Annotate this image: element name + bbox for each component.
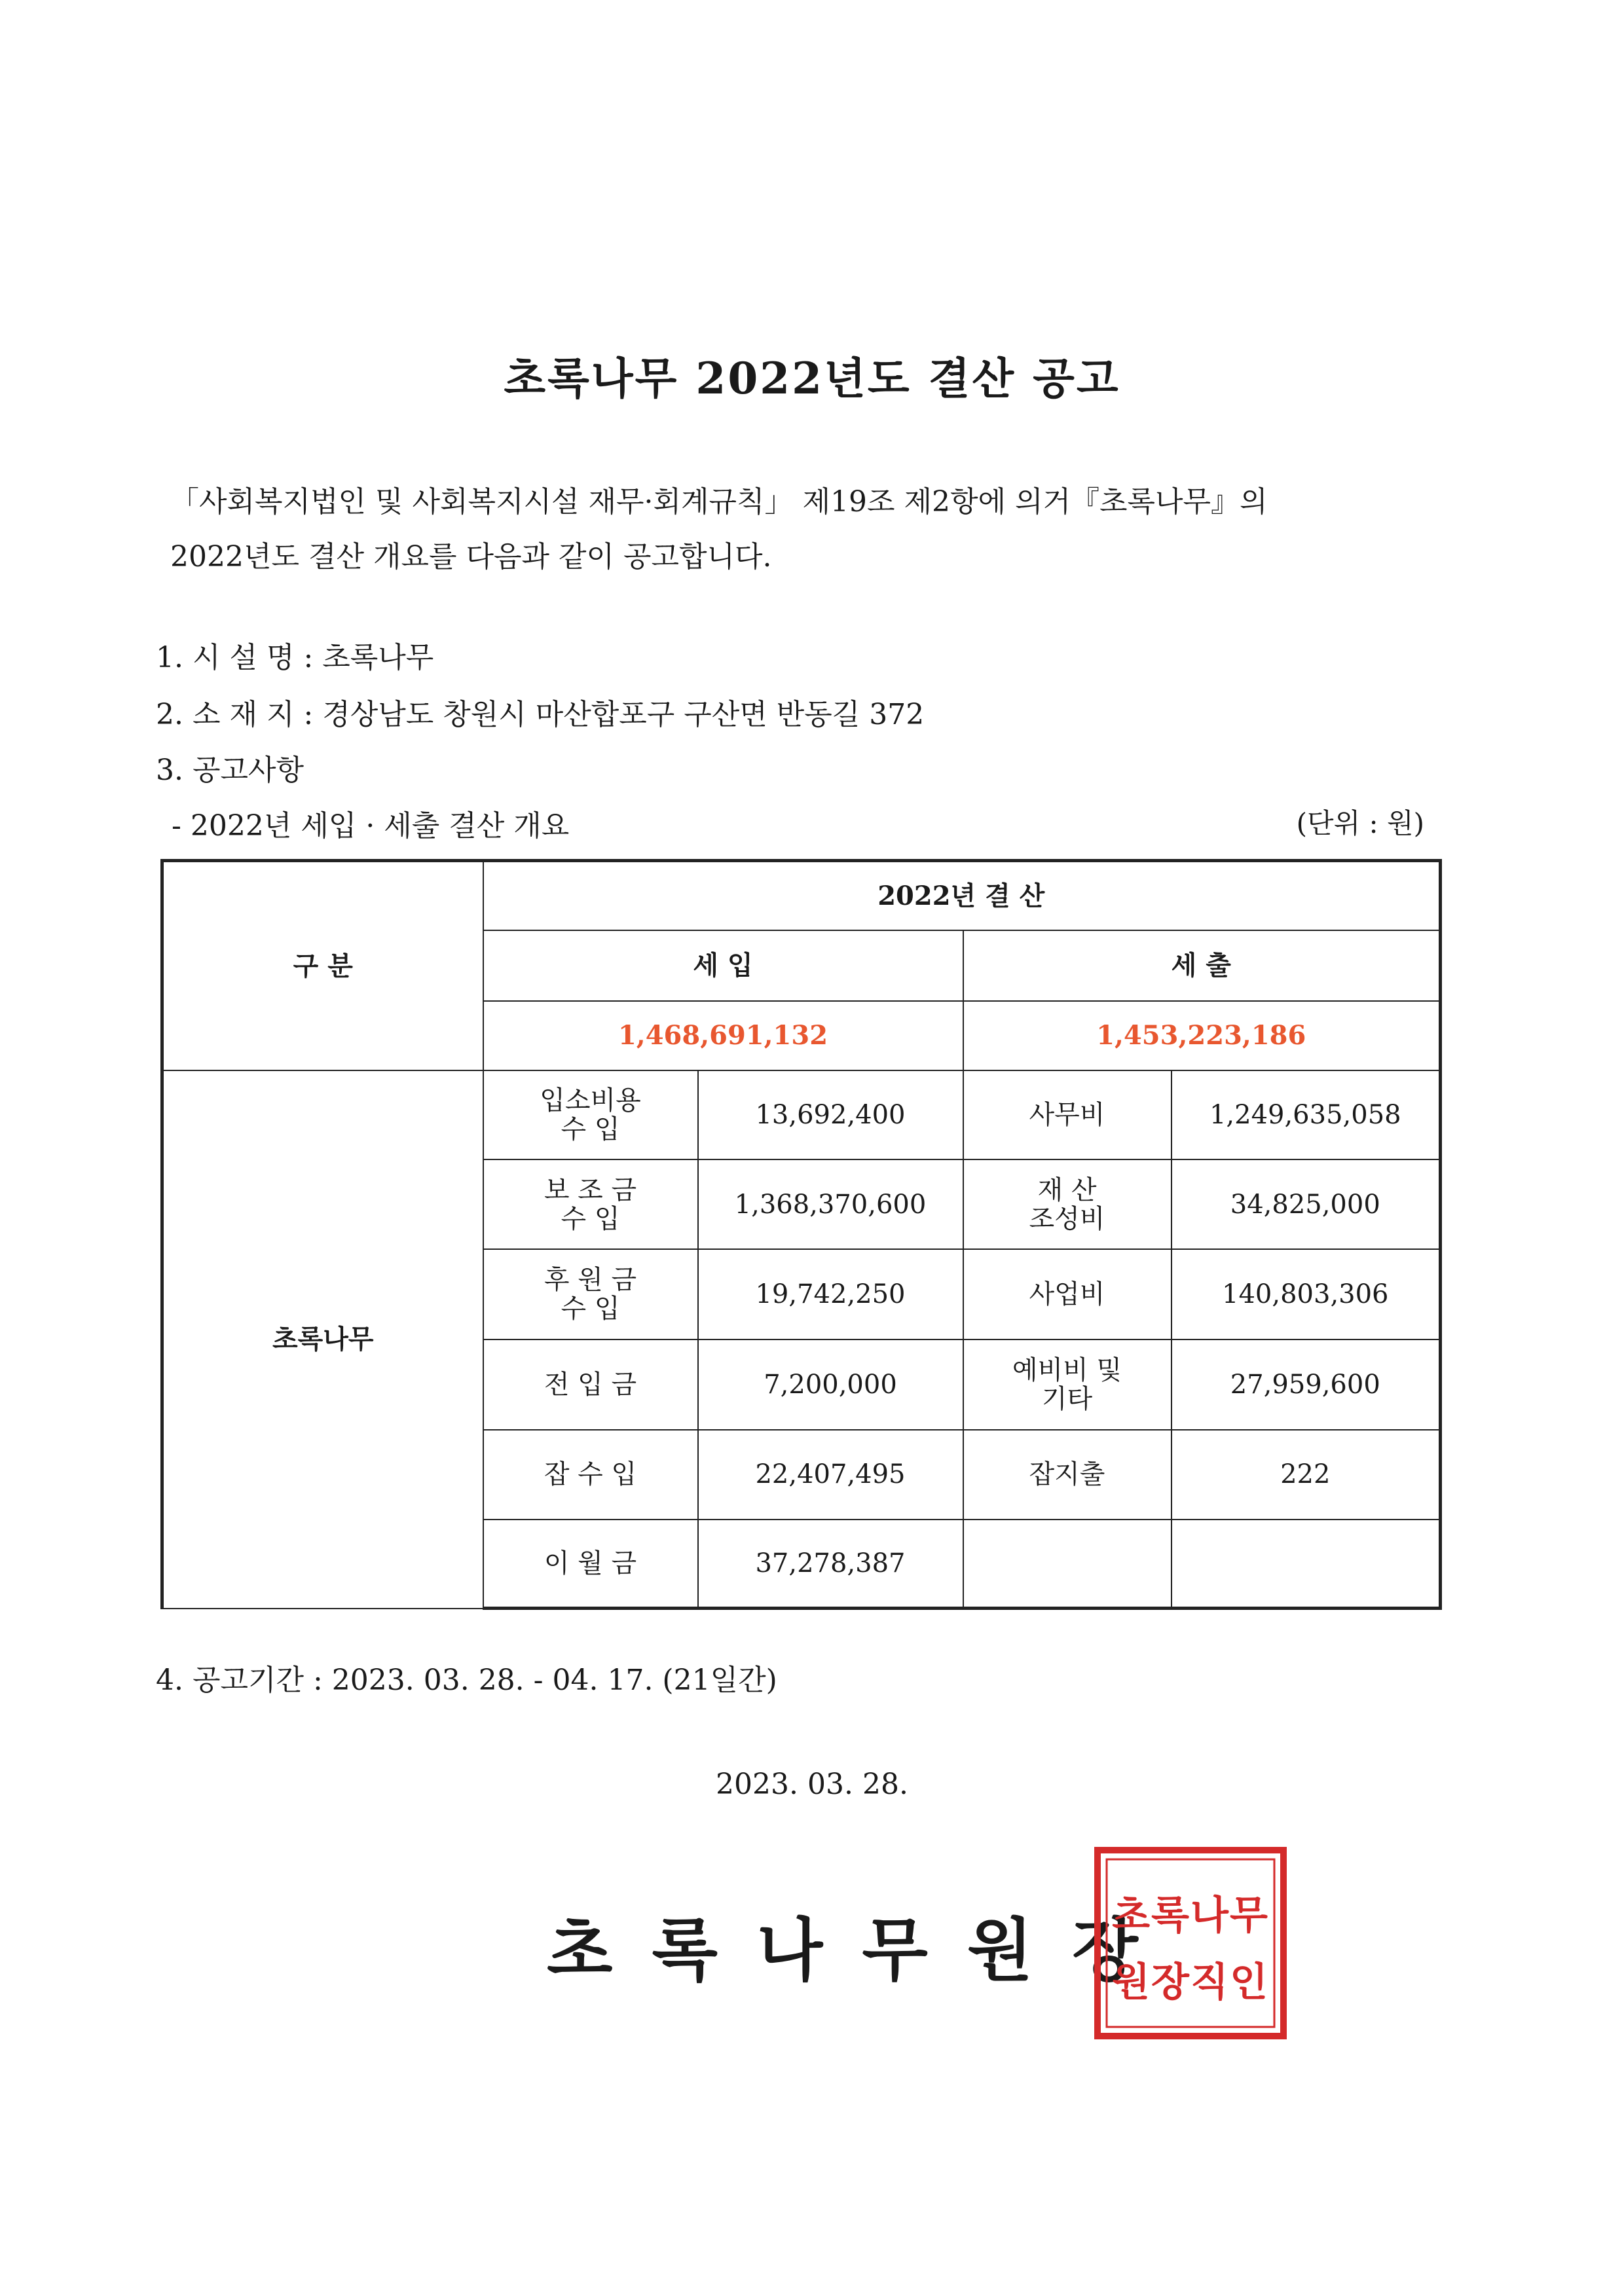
expense-value: 34,825,000 xyxy=(1172,1159,1441,1248)
year-header: 2022년 결 산 xyxy=(483,861,1441,931)
income-total: 1,468,691,132 xyxy=(483,1001,963,1070)
expense-value: 1,249,635,058 xyxy=(1172,1070,1441,1159)
income-value: 1,368,370,600 xyxy=(698,1159,963,1248)
expense-value: 140,803,306 xyxy=(1172,1249,1441,1339)
unit-label: (단위 : 원) xyxy=(1296,807,1424,839)
row-group-label: 초록나무 xyxy=(162,1070,483,1608)
income-label: 보 조 금 수 입 xyxy=(483,1159,698,1248)
income-label: 이 월 금 xyxy=(483,1520,698,1608)
settlement-table xyxy=(160,859,1442,1610)
facility-location: 2. 소 재 지 : 경상남도 창원시 마산합포구 구산면 반동길 372 xyxy=(156,698,925,731)
income-label: 입소비용 수 입 xyxy=(483,1070,698,1159)
category-header: 구 분 xyxy=(162,861,483,1071)
intro-line-2: 2022년도 결산 개요를 다음과 같이 공고합니다. xyxy=(170,540,772,574)
income-label: 후 원 금 수 입 xyxy=(483,1249,698,1339)
income-value: 19,742,250 xyxy=(698,1249,963,1339)
expense-value xyxy=(1172,1520,1441,1608)
expense-header: 세 출 xyxy=(963,930,1441,1001)
expense-label xyxy=(963,1520,1172,1608)
expense-value: 222 xyxy=(1172,1430,1441,1520)
page-title: 초록나무 2022년도 결산 공고 xyxy=(504,353,1120,404)
seal-border xyxy=(1098,1850,1283,2036)
expense-label: 재 산 조성비 xyxy=(963,1159,1172,1248)
seal-text-bottom: 원장직인 xyxy=(1112,1959,1269,2005)
notice-heading: 3. 공고사항 xyxy=(156,754,304,787)
notice-subheading: - 2022년 세입 · 세출 결산 개요 xyxy=(172,809,570,843)
intro-line-1: 「사회복지법인 및 사회복지시설 재무·회계규칙」 제19조 제2항에 의거『초록나무』의 xyxy=(170,485,1268,519)
income-value: 22,407,495 xyxy=(698,1430,963,1520)
income-header: 세 입 xyxy=(483,930,963,1001)
expense-label: 예비비 및 기타 xyxy=(963,1339,1172,1429)
expense-label: 잡지출 xyxy=(963,1430,1172,1520)
income-value: 7,200,000 xyxy=(698,1339,963,1429)
facility-name: 1. 시 설 명 : 초록나무 xyxy=(156,641,434,674)
expense-value: 27,959,600 xyxy=(1172,1339,1441,1429)
income-value: 37,278,387 xyxy=(698,1520,963,1608)
income-value: 13,692,400 xyxy=(698,1070,963,1159)
expense-label: 사업비 xyxy=(963,1249,1172,1339)
notice-period: 4. 공고기간 : 2023. 03. 28. - 04. 17. (21일간) xyxy=(156,1664,777,1697)
expense-total: 1,453,223,186 xyxy=(963,1001,1441,1070)
notice-date: 2023. 03. 28. xyxy=(716,1768,908,1801)
official-seal xyxy=(1092,1845,1289,2041)
income-label: 잡 수 입 xyxy=(483,1430,698,1520)
expense-label: 사무비 xyxy=(963,1070,1172,1159)
income-label: 전 입 금 xyxy=(483,1339,698,1429)
seal-text-top: 초록나무 xyxy=(1112,1893,1269,1939)
signature-line: 초록나무원장 xyxy=(547,1910,1177,1990)
